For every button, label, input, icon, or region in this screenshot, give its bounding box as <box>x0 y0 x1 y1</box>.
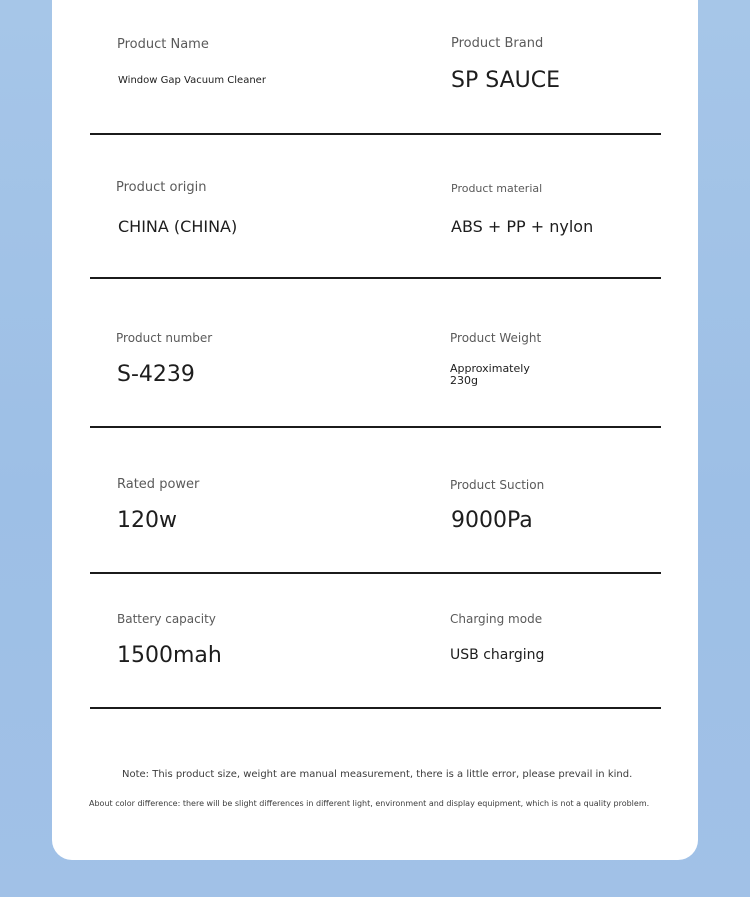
row-divider <box>90 133 661 135</box>
product-weight-value-line2: 230g <box>450 374 478 387</box>
product-weight-label: Product Weight <box>450 331 542 345</box>
rated-power-value: 120w <box>117 508 177 533</box>
product-suction-value: 9000Pa <box>451 508 533 533</box>
row-divider <box>90 572 661 574</box>
battery-capacity-label: Battery capacity <box>117 612 216 626</box>
product-name-value: Window Gap Vacuum Cleaner <box>118 75 266 86</box>
product-brand-label: Product Brand <box>451 36 544 51</box>
product-origin-value: CHINA (CHINA) <box>118 217 238 236</box>
charging-mode-value: USB charging <box>450 647 545 663</box>
product-material-value: ABS + PP + nylon <box>451 217 594 236</box>
product-suction-label: Product Suction <box>450 478 545 492</box>
rated-power-label: Rated power <box>117 477 200 492</box>
charging-mode-label: Charging mode <box>450 612 543 626</box>
product-name-label: Product Name <box>117 37 209 52</box>
product-origin-label: Product origin <box>116 180 207 195</box>
product-number-value: S-4239 <box>117 362 195 387</box>
spec-card <box>52 0 698 860</box>
measurement-note: Note: This product size, weight are manual measurement, there is a little error, please prevail in kind. <box>122 769 633 780</box>
product-weight-value <box>450 363 540 387</box>
row-divider <box>90 426 661 428</box>
product-material-label: Product material <box>451 182 543 195</box>
product-brand-value: SP SAUCE <box>451 68 561 93</box>
product-number-label: Product number <box>116 331 213 345</box>
product-weight-value-line1: Approximately <box>450 362 530 375</box>
row-divider <box>90 707 661 709</box>
battery-capacity-value: 1500mah <box>117 643 222 668</box>
color-difference-note: About color difference: there will be slight differences in different light, environment and display equipment, which is not a quality problem. <box>89 799 650 808</box>
row-divider <box>90 277 661 279</box>
